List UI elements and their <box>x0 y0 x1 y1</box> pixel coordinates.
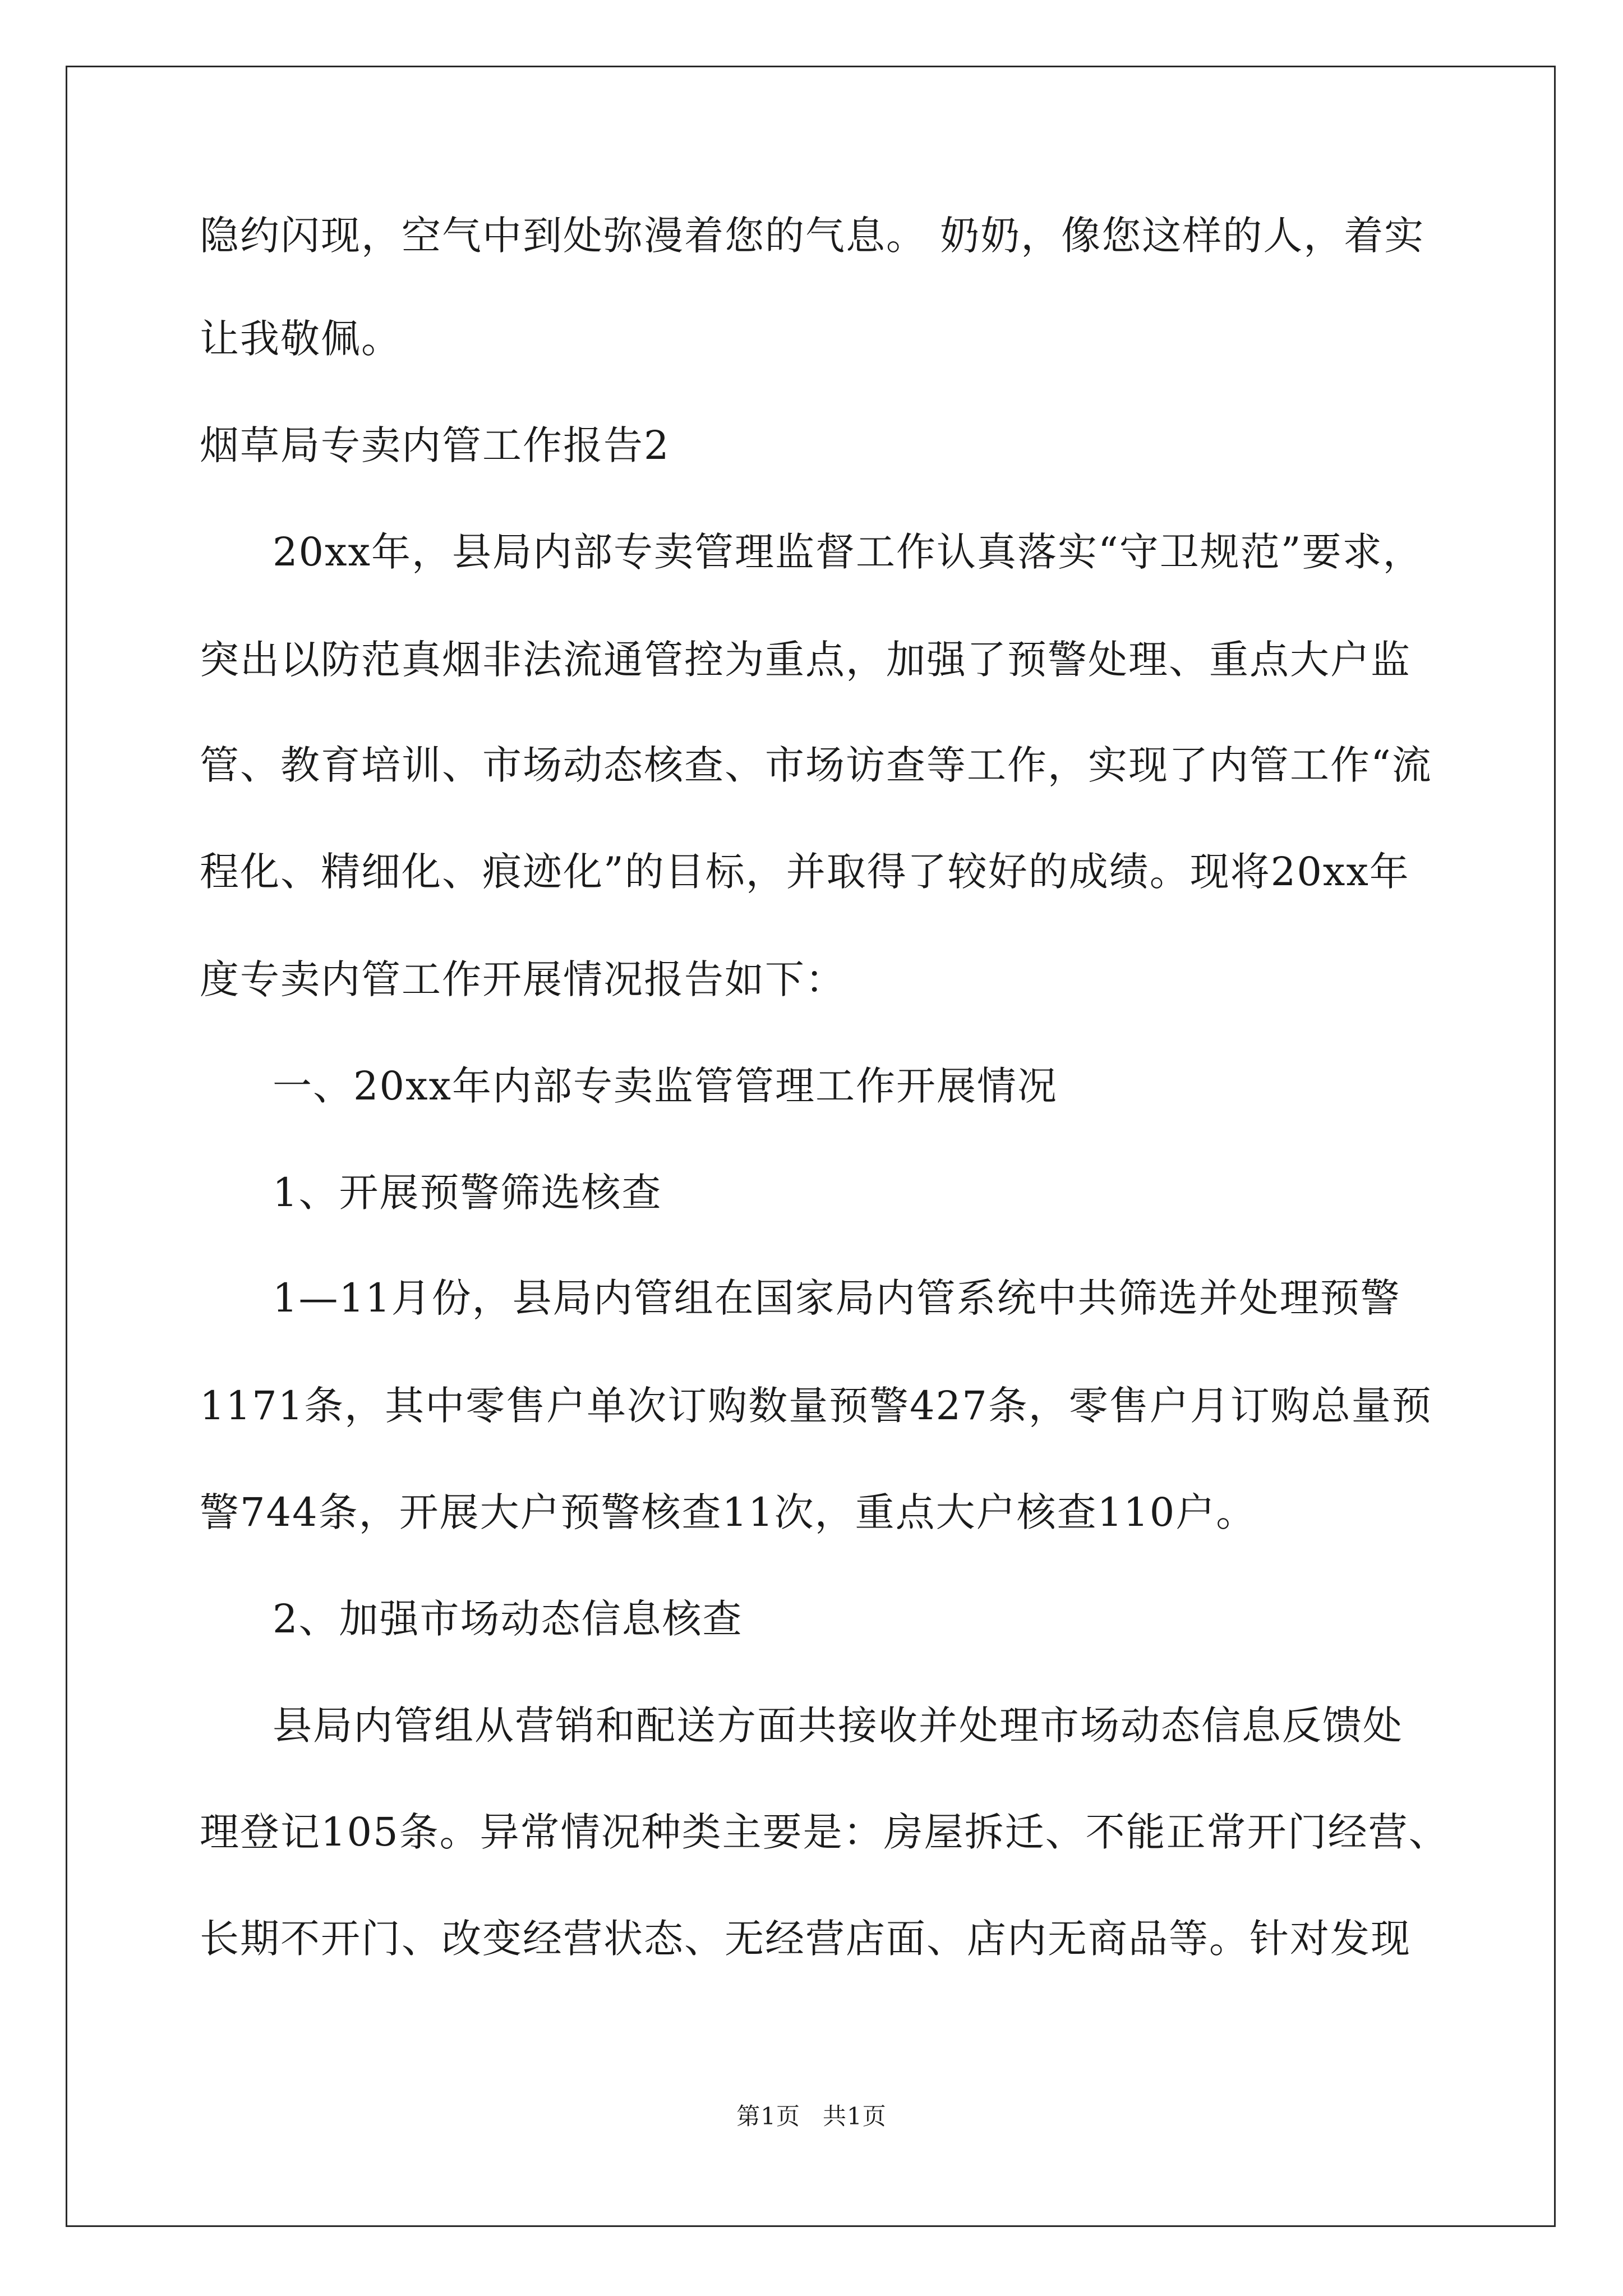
page-total: 共1页 <box>823 2102 887 2130</box>
paragraph-line: 管、教育培训、市场动态核查、市场访查等工作，实现了内管工作“流 <box>200 742 1432 788</box>
page-number: 第1页 <box>736 2102 800 2130</box>
section-heading: 烟草局专卖内管工作报告2 <box>200 422 670 468</box>
paragraph-line: 警744条，开展大户预警核查11次，重点大户核查110户。 <box>200 1489 1257 1535</box>
page-footer <box>0 2101 1623 2132</box>
paragraph-line: 理登记105条。异常情况种类主要是：房屋拆迁、不能正常开门经营、 <box>200 1809 1449 1855</box>
paragraph-line: 1—11月份，县局内管组在国家局内管系统中共筛选并处理预警 <box>273 1275 1401 1321</box>
paragraph-line: 度专卖内管工作开展情况报告如下： <box>200 956 846 1002</box>
paragraph-line: 突出以防范真烟非法流通管控为重点，加强了预警处理、重点大户监 <box>200 637 1411 683</box>
subheading: 1、开展预警筛选核查 <box>273 1170 662 1216</box>
subheading: 2、加强市场动态信息核查 <box>273 1596 743 1642</box>
paragraph-line: 县局内管组从营销和配送方面共接收并处理市场动态信息反馈处 <box>273 1703 1403 1749</box>
text-line: 让我敬佩。 <box>200 316 402 362</box>
paragraph-line: 长期不开门、改变经营状态、无经营店面、店内无商品等。针对发现 <box>200 1916 1411 1962</box>
paragraph-line: 程化、精细化、痕迹化”的目标，并取得了较好的成绩。现将20xx年 <box>200 849 1410 895</box>
page-border <box>66 66 1556 2227</box>
paragraph-line: 20xx年，县局内部专卖管理监督工作认真落实“守卫规范”要求， <box>273 529 1423 575</box>
paragraph-line: 1171条，其中零售户单次订购数量预警427条，零售户月订购总量预 <box>200 1383 1432 1429</box>
subheading: 一、20xx年内部专卖监管管理工作开展情况 <box>273 1063 1058 1109</box>
text-line: 隐约闪现，空气中到处弥漫着您的气息。 奶奶，像您这样的人，着实 <box>200 213 1425 259</box>
